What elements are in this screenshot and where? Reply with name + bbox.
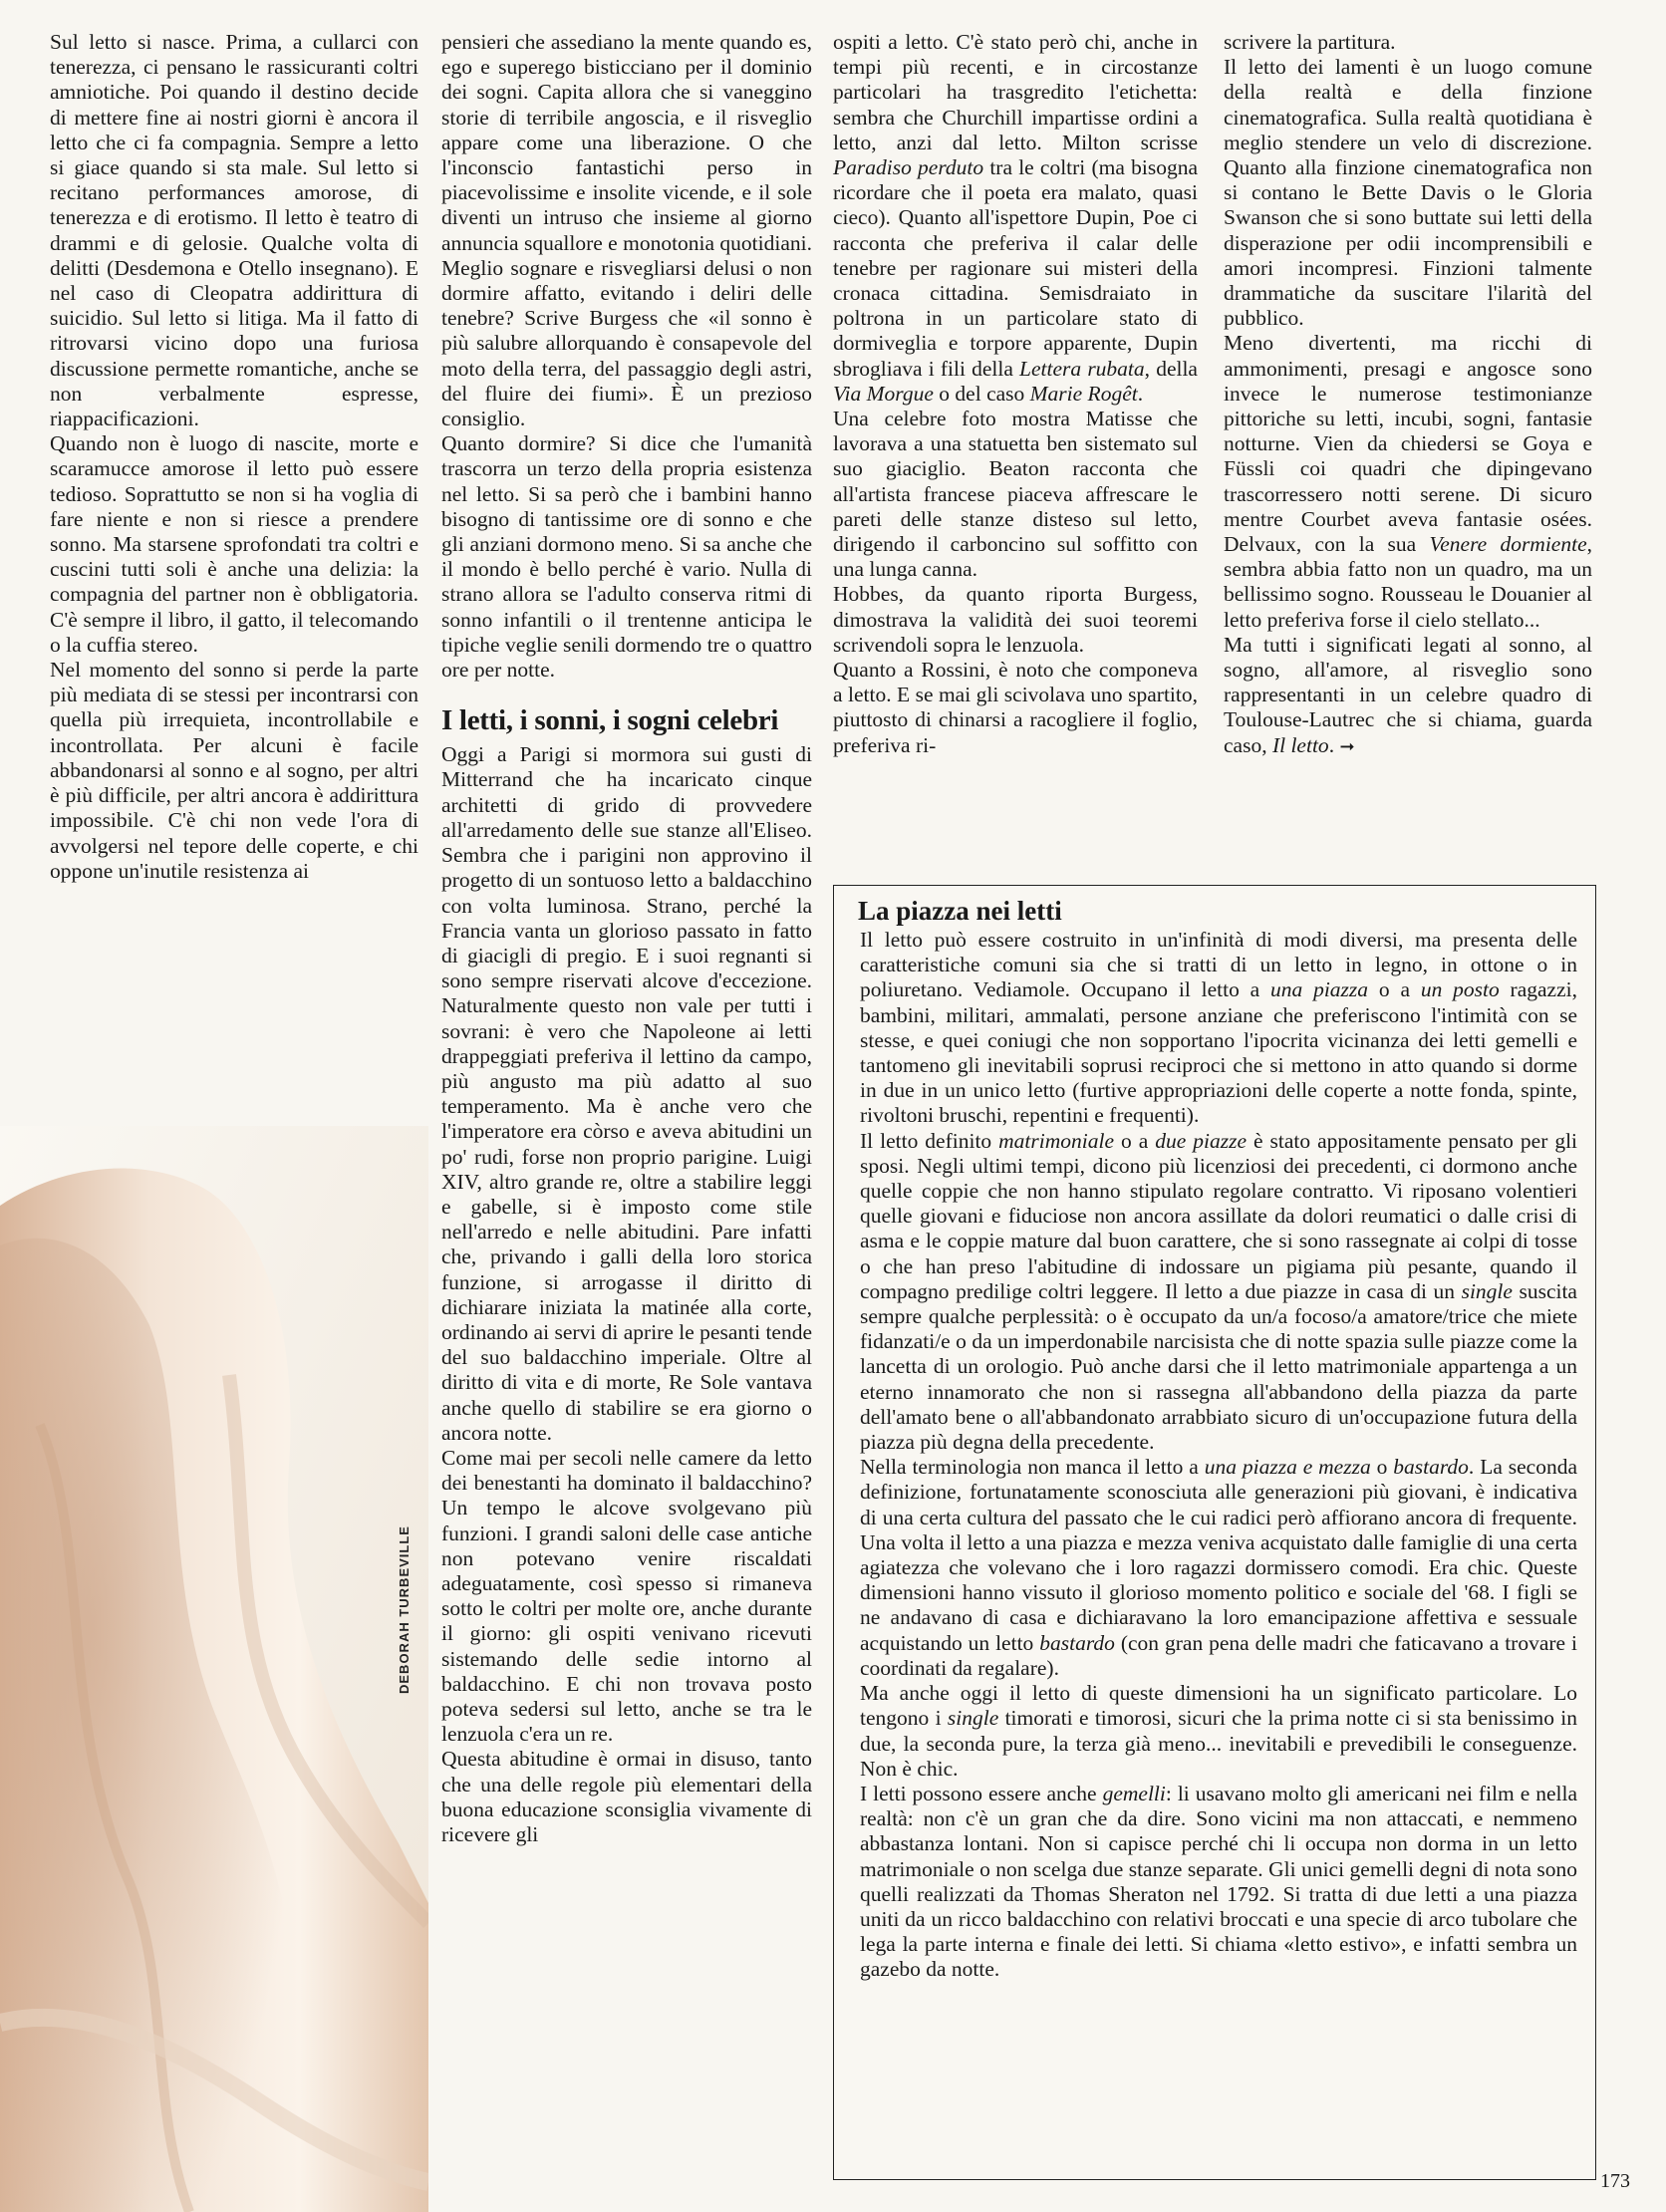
paragraph: Quando non è luogo di nascite, morte e scaramucce amorose il letto può essere tedioso. Soprattutto se non si ha voglia di fare niente e non si riesce a prendere sonno. Ma starsene sprofondati tra coltri e cuscini tutti soli è anche una delizia: la compagnia del partner non è obbligatoria. C'è sempre il libro, il gatto, il telecomando o la cuffia stereo. (50, 431, 418, 657)
column-3 (833, 30, 1198, 758)
fabric-illustration (0, 1126, 428, 2212)
paragraph: Il letto può essere costruito in un'infinità di modi diversi, ma presenta delle caratteristiche comuni sia che si tratti di un letto in legno, in ottone o in poliuretano. Vediamole. Occupano il letto a una piazza o a un posto ragazzi, bambini, militari, ammalati, persone anziane che preferiscono l'intimità con se stesse, e quei coniugi che non sopportano l'ipocrita vicinanza dei letti gemelli e tantomeno gli inevitabili soprusi reciproci che si mettono in atto quando si dorme in due in un unico letto (furtive appropriazioni delle coperte a notte fonda, spinte, rivoltoni bruschi, repentini e frequenti). (860, 928, 1577, 1128)
paragraph: Il letto definito matrimoniale o a due piazze è stato appositamente pensato per gli sposi. Negli ultimi tempi, dicono più licenziosi dei precedenti, ci dormono anche quelle coppie che non hanno stipulato regolare contratto. Vi riposano volentieri quelle giovani e fiduciose non ancora assillate da dolori reumatici o dalle crisi di asma e le coppie mature dal buon carattere, che si sono rassegnate ai colpi di tosse o che han preso l'abitudine di indossare un pigiama più pesante, quando il compagno predilige coltri leggere. Il letto a due piazze in casa di un single suscita sempre qualche perplessità: o è occupato da un/a focoso/a amatore/trice che miete fidanzati/e o da un imperdonabile narcisista che di notte spazia sulle piazze come la lancetta di un orologio. Può anche darsi che il letto matrimoniale appartenga a un eterno innamorato che non si rassegna all'abbandono della piazza da parte dell'amato bene o all'abbandonato arrabbiato sicuro di un'occupazione futura della piazza più degna della precedente. (860, 1128, 1578, 1455)
column-1 (50, 30, 418, 884)
paragraph: I letti possono essere anche gemelli: li usavano molto gli americani nei film e nella realtà: non c'è un gran che da dire. Sono vicini ma non attaccati, e nemmeno abbastanza lontani. Non si capisce perché chi li occupa non dorma in un letto matrimoniale o non scelga due stanze separate. Gli unici gemelli degni di nota sono quelli realizzati da Thomas Sheraton nel 1792. Si tratta di due letti a una piazza uniti da un ricco baldacchino con relativi broccati e una specie di arco tubolare che lega la parte interna e finale dei letti. Si chiama «letto estivo», e infatti sembra un gazebo da notte. (860, 1781, 1577, 1982)
paragraph: Quanto a Rossini, è noto che componeva a letto. E se mai gli scivolava uno spartito, piuttosto di chinarsi a racogliere il foglio, preferiva ri- (833, 658, 1198, 757)
sidebar-title: La piazza nei letti (858, 896, 1062, 926)
page-number: 173 (1600, 2170, 1630, 2192)
paragraph: Ma anche oggi il letto di queste dimensioni ha un significato particolare. Lo tengono i single timorati e timorosi, sicuri che la prima notte ci si sta benissimo in due, la seconda pure, la terza già meno... inevitabili e prevedibili le conseguenze. Non è chic. (860, 1681, 1577, 1781)
column-2 (441, 30, 812, 1847)
paragraph: Nella terminologia non manca il letto a una piazza e mezza o bastardo. La seconda definizione, fortunatamente sconosciuta alle generazioni più giovani, è indicativa di una certa cultura del passato che le cui radici però affiorano ancora di frequente. Una volta il letto a una piazza e mezza veniva acquistato dalle famiglie di una certa agiatezza che volevano che i loro ragazzi dormissero comodi. Era chic. Queste dimensioni hanno vissuto il glorioso momento politico e sociale del '68. I figli se ne andavano di casa e dichiaravano la loro emancipazione affettiva e sessuale acquistando un letto bastardo (con gran pena delle madri che faticavano a trovare i coordinati da regalare). (860, 1455, 1578, 1680)
paragraph: Quanto dormire? Si dice che l'umanità trascorra un terzo della propria esistenza nel letto. Si sa però che i bambini hanno bisogno di tantissime ore di sonno e che gli anziani dormono meno. Si sa anche che il mondo è bello perché è vario. Nulla di strano allora se l'adulto conserva ritmi di sonno infantili o il trentenne anticipa le tipiche veglie senili dormendo tre o quattro ore per notte. (441, 431, 812, 683)
sidebar-box (833, 885, 1596, 2180)
paragraph: pensieri che assediano la mente quando es, ego e superego bisticciano per il dominio dei sogni. Capita allora che si vaneggino storie di terribile angoscia, e il risveglio appare come una liberazione. O che l'inconscio fantastichi perso in piacevolissime e insolite vicende, e il sole diventi un intruso che insieme al giorno annuncia squallore e monotonia quotidiani. Meglio sognare e risvegliarsi delusi o non dormire affatto, evitando i deliri delle tenebre? Scrive Burgess che «il sonno è più salubre allorquando è consapevole del moto della terra, del passaggio degli astri, del fluire dei fiumi». È un prezioso consiglio. (441, 30, 812, 431)
paragraph: Oggi a Parigi si mormora sui gusti di Mitterrand che ha incaricato cinque architetti di grido di provvedere all'arredamento delle sue stanze all'Eliseo. Sembra che i parigini non approvino il progetto di un sontuoso letto a baldacchino con volta luminosa. Strano, perché la Francia vanta un glorioso passato in fatto di giacigli di pregio. E i suoi regnanti si sono sempre riservati alcove d'eccezione. Naturalmente questo non vale per tutti i sovrani: è vero che Napoleone ai letti drappeggiati preferiva il lettino da campo, più angusto ma più adatto al suo temperamento. Ma è anche vero che l'imperatore era còrso e aveva abitudini un po' rudi, forse non proprio parigine. Luigi XIV, altro grande re, oltre a stabilire leggi e gabelle, si è imposto come stile nell'arredo e nelle abitudini. Pare infatti che, privando i galli della loro storica funzione, si arrogasse il diritto di dichiarare iniziata la matinée alla corte, ordinando ai servi di aprire le pesanti tende del suo baldacchino imperiale. Oltre al diritto di vita e di morte, Re Sole vantava anche quello di stabilire se era giorno o ancora notte. (441, 742, 812, 1445)
column-4 (1224, 30, 1592, 759)
paragraph: Ma tutti i significati legati al sonno, al sogno, all'amore, al risveglio sono rappresentanti in un celebre quadro di Toulouse-Lautrec che si chiama, guarda caso, Il letto. ➞ (1224, 632, 1592, 757)
paragraph: Questa abitudine è ormai in disuso, tanto che una delle regole più elementari della buona educazione sconsiglia vivamente di ricevere gli (441, 1747, 812, 1847)
paragraph: Come mai per secoli nelle camere da letto dei benestanti ha dominato il baldacchino? Un tempo le alcove svolgevano più funzioni. I grandi saloni delle case antiche non potevano venire riscaldati adeguatamente, così spesso si rimaneva sotto le coltri per molte ore, anche durante il giorno: gli ospiti venivano ricevuti sistemando delle sedie intorno al baldacchino. E chi non trovava posto poteva sedersi sul letto, anche se tra le lenzuola c'era un re. (441, 1445, 812, 1747)
paragraph: Una celebre foto mostra Matisse che lavorava a una statuetta ben sistemato sul suo giaciglio. Beaton racconta che all'artista francese piaceva affrescare le pareti delle stanze disteso sul letto, dirigendo il carboncino sul soffitto con una lunga canna. (833, 407, 1198, 582)
paragraph: Nel momento del sonno si perde la parte più mediata di se stessi per incontrarsi con quella più irrequieta, incontrollabile e incontrollata. Per alcuni è facile abbandonarsi al sonno e al sogno, per altri è più difficile, per altri ancora è addirittura impossibile. C'è chi non vede l'ora di avvolgersi nel tepore delle coperte, e chi oppone un'inutile resistenza ai (50, 658, 418, 883)
paragraph: Hobbes, da quanto riporta Burgess, dimostrava la validità dei suoi teoremi scrivendoli sopra le lenzuola. (833, 582, 1198, 657)
paragraph: ospiti a letto. C'è stato però chi, anche in tempi più recenti, e in circostanze particolari ha trasgredito l'etichetta: sembra che Churchill impartisse ordini a letto, anzi dal letto. Milton scrisse Paradiso perduto tra le coltri (ma bisogna ricordare che il poeta era malato, quasi cieco). Quanto all'ispettore Dupin, Poe ci racconta che preferiva il calar delle tenebre per ragionare sui misteri della cronaca cittadina. Semisdraiato in poltrona in un particolare stato di dormiveglia e torpore apparente, Dupin sbrogliava i fili della Lettera rubata, della Via Morgue o del caso Marie Rogêt. (833, 30, 1198, 406)
paragraph: Il letto dei lamenti è un luogo comune della realtà e della finzione cinematografica. Sulla realtà quotidiana è meglio stendere un velo di discrezione. Quanto alla finzione cinematografica non si contano le Bette Davis o le Gloria Swanson che si sono buttate sui letti della disperazione per odii incomprensibili e amori incompresi. Finzioni talmente drammatiche da suscitare l'ilarità del pubblico. (1224, 55, 1592, 331)
paragraph: scrivere la partitura. (1224, 30, 1396, 54)
paragraph: Sul letto si nasce. Prima, a cullarci con tenerezza, ci pensano le rassicuranti coltri amniotiche. Poi quando il destino decide di mettere fine ai nostri giorni è ancora il letto che ci fa compagnia. Sempre a letto si giace quando si sta male. Sul letto si recitano performances amorose, di tenerezza e di erotismo. Il letto è teatro di drammi e di gelosie. Qualche volta di delitti (Desdemona e Otello insegnano). E nel caso di Cleopatra addirittura di suicidio. Sul letto si litiga. Ma il fatto di ritrovarsi vicino dopo una furiosa discussione permette romantiche, anche se non verbalmente espresse, riappacificazioni. (50, 30, 418, 431)
section-heading: I letti, i sonni, i sogni celebri (441, 704, 779, 737)
paragraph: Meno divertenti, ma ricchi di ammonimenti, presagi e angosce sono invece le numerose testimonianze pittoriche su letti, incubi, sogni, fantasie notturne. Vien da chiedersi se Goya e Füssli coi quadri che dipingevano trascorressero notti serene. Di sicuro mentre Courbet aveva fantasie osées. Delvaux, con la sua Venere dormiente, sembra abbia fatto non un quadro, ma un bellissimo sogno. Rousseau le Douanier al letto preferiva forse il cielo stellato... (1224, 331, 1592, 632)
continue-arrow-icon: ➞ (1339, 735, 1355, 757)
photo-credit: DEBORAH TURBEVILLE (397, 1525, 412, 1694)
draped-fabric-photo (0, 1126, 428, 2212)
